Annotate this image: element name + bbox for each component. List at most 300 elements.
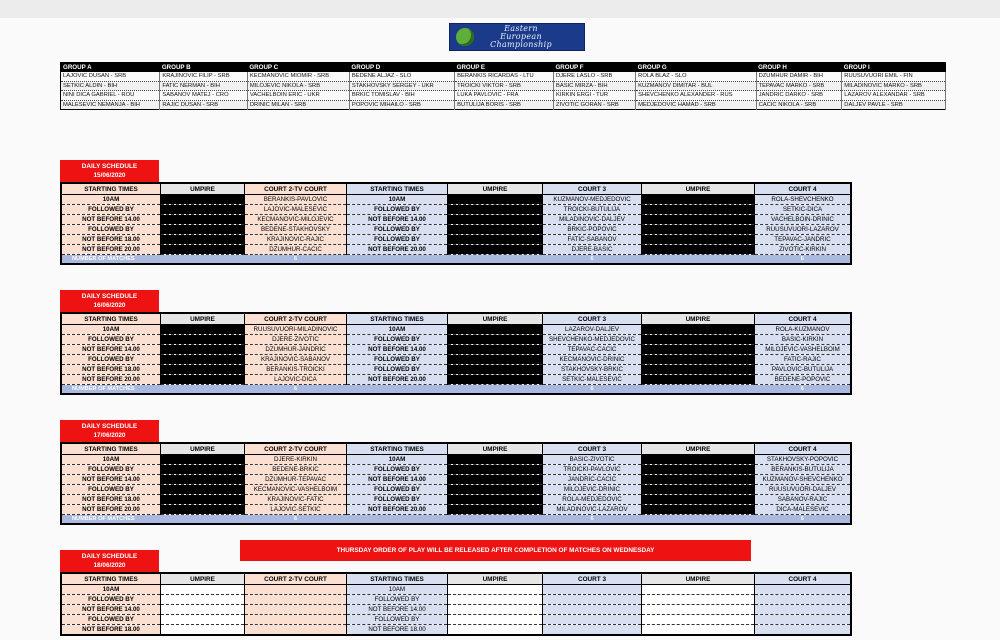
court2-match-cell: BERANKIS-TROICKI	[245, 365, 347, 375]
umpire-cell	[161, 375, 245, 385]
start-time-cell: 10AM	[347, 455, 448, 465]
player-cell: KUZMANOV DIMITAR - BUL	[636, 81, 756, 91]
start-time-cell: 10AM	[61, 585, 161, 595]
tennis-ball-icon	[456, 28, 474, 46]
player-cell: MILOJEVIC NIKOLA - SRB	[247, 81, 349, 91]
court4-match-cell: ZIVOTIC-KIRKIN	[755, 245, 852, 255]
start-time-cell: NOT BEFORE 18.00	[347, 625, 448, 636]
player-cell: LAJOVIC DUSAN - SRB	[61, 72, 160, 81]
schedule-row	[61, 485, 851, 495]
court3-match-cell	[543, 605, 642, 615]
court4-match-cell: DICA-MALESEVIC	[755, 505, 852, 515]
start-time-cell: NOT BEFORE 14.00	[347, 215, 448, 225]
start-time-cell: FOLLOWED BY	[347, 465, 448, 475]
umpire-cell	[161, 605, 245, 615]
schedule-column-header: UMPIRE	[448, 313, 543, 325]
umpire-cell	[448, 225, 543, 235]
daily-schedule-date: 16/06/2020	[93, 302, 126, 309]
start-time-cell: NOT BEFORE 20.00	[61, 245, 161, 255]
start-time-cell: FOLLOWED BY	[347, 495, 448, 505]
player-cell: SETKIC ALDIN - BIH	[61, 81, 160, 91]
schedule-row	[61, 625, 851, 636]
schedule-column-header: COURT 3	[543, 183, 642, 195]
umpire-cell	[642, 465, 755, 475]
court4-match-cell	[755, 625, 852, 636]
player-cell: DRINIC MILAN - SRB	[247, 100, 349, 110]
umpire-cell	[642, 345, 755, 355]
schedule-header-row	[61, 313, 851, 325]
schedule-row	[61, 225, 851, 235]
schedule-column-header: STARTING TIMES	[61, 183, 161, 195]
start-time-cell: FOLLOWED BY	[347, 205, 448, 215]
umpire-cell	[448, 625, 543, 636]
umpire-cell	[448, 365, 543, 375]
daily-schedule-table	[60, 442, 852, 525]
start-time-cell: FOLLOWED BY	[347, 485, 448, 495]
schedule-column-header: UMPIRE	[448, 573, 543, 585]
court2-match-cell: KRAJINOVIC-FATIC	[245, 495, 347, 505]
number-of-matches-value: 6	[245, 385, 347, 395]
spacer	[347, 385, 543, 395]
daily-schedule-date: 17/06/2020	[93, 432, 126, 439]
daily-schedule-table	[60, 182, 852, 265]
group-row	[61, 72, 946, 81]
umpire-cell	[161, 215, 245, 225]
court2-match-cell	[245, 615, 347, 625]
player-cell: TEPAVAC MARKO - SRB	[756, 81, 842, 91]
court3-match-cell: SETKIC-MALESEVIC	[543, 375, 642, 385]
schedule-column-header: COURT 4	[755, 183, 852, 195]
court2-match-cell: DZUMHUR-CACIC	[245, 245, 347, 255]
schedule-header-row	[61, 183, 851, 195]
schedule-column-header: UMPIRE	[642, 573, 755, 585]
start-time-cell: NOT BEFORE 18.00	[61, 365, 161, 375]
start-time-cell: FOLLOWED BY	[61, 465, 161, 475]
daily-schedule-date: 18/06/2020	[93, 562, 126, 569]
schedule-column-header: STARTING TIMES	[347, 313, 448, 325]
court2-match-cell	[245, 605, 347, 615]
court3-match-cell: TEPAVAC-CACIC	[543, 345, 642, 355]
number-of-matches-value: 6	[755, 515, 852, 525]
start-time-cell: FOLLOWED BY	[347, 225, 448, 235]
umpire-cell	[161, 495, 245, 505]
court4-match-cell: SABANOV-RAJIC	[755, 495, 852, 505]
player-cell: STAKHOVSKY SERGEY - UKR	[349, 81, 454, 91]
umpire-cell	[161, 335, 245, 345]
number-of-matches-value: 6	[755, 385, 852, 395]
player-cell: BEDENE ALJAZ - SLO	[349, 72, 454, 81]
start-time-cell: NOT BEFORE 18.00	[61, 495, 161, 505]
number-of-matches-value: 6	[245, 255, 347, 265]
umpire-cell	[642, 455, 755, 465]
umpire-cell	[642, 475, 755, 485]
championship-logo	[449, 23, 585, 51]
umpire-cell	[642, 365, 755, 375]
daily-schedule-date: 15/06/2020	[93, 172, 126, 179]
group-header: GROUP I	[842, 63, 946, 73]
court4-match-cell: FATIC-RAJIC	[755, 355, 852, 365]
court2-match-cell: DZUMHUR-TEPAVAC	[245, 475, 347, 485]
umpire-cell	[161, 245, 245, 255]
player-cell: POPOVIC MIHAILO - SRB	[349, 100, 454, 110]
schedule-column-header: UMPIRE	[642, 313, 755, 325]
schedule-column-header: UMPIRE	[161, 573, 245, 585]
player-cell: RUUSUVUORI EMIL - FIN	[842, 72, 946, 81]
court4-match-cell	[755, 605, 852, 615]
schedule-column-header: UMPIRE	[448, 443, 543, 455]
court3-match-cell: ROLA-MEDJEDOVIC	[543, 495, 642, 505]
start-time-cell: NOT BEFORE 14.00	[347, 345, 448, 355]
schedule-column-header: STARTING TIMES	[347, 443, 448, 455]
number-of-matches-value: 6	[543, 255, 642, 265]
schedule-header-row	[61, 443, 851, 455]
schedule-column-header: STARTING TIMES	[347, 573, 448, 585]
player-cell: SHEVCHENKO ALEXANDER - RUS	[636, 91, 756, 101]
schedule-row	[61, 335, 851, 345]
umpire-cell	[161, 345, 245, 355]
umpire-cell	[642, 225, 755, 235]
player-cell: BUTULIJA BORIS - SRB	[455, 100, 554, 110]
umpire-cell	[642, 625, 755, 636]
court2-match-cell: DJERE-ZIVOTIC	[245, 335, 347, 345]
player-cell: JANDRIC DARKO - SRB	[756, 91, 842, 101]
start-time-cell: FOLLOWED BY	[61, 205, 161, 215]
schedule-row	[61, 375, 851, 385]
daily-schedule-badge	[60, 290, 159, 312]
spacer	[347, 255, 543, 265]
umpire-cell	[642, 585, 755, 595]
group-header: GROUP F	[553, 63, 635, 73]
umpire-cell	[642, 485, 755, 495]
start-time-cell: 10AM	[347, 195, 448, 205]
spacer	[642, 515, 755, 525]
spacer	[642, 385, 755, 395]
player-cell: MEDJEDOVIC HAMAD - SRB	[636, 100, 756, 110]
umpire-cell	[448, 375, 543, 385]
daily-schedule-badge	[60, 160, 159, 182]
number-of-matches-value: 6	[543, 515, 642, 525]
court3-match-cell: MILADINOVIC-DALJEV	[543, 215, 642, 225]
player-cell: NINI DICA GABRIEL - ROU	[61, 91, 160, 101]
court2-match-cell: KRAJINOVIC-RAJIC	[245, 235, 347, 245]
umpire-cell	[161, 235, 245, 245]
start-time-cell: NOT BEFORE 20.00	[347, 245, 448, 255]
court3-match-cell	[543, 615, 642, 625]
umpire-cell	[642, 245, 755, 255]
court2-match-cell: DJERE-KIRKIN	[245, 455, 347, 465]
player-cell: DALJEV PAVLE - SRB	[842, 100, 946, 110]
group-row	[61, 91, 946, 101]
court3-match-cell: FATIC-SABANOV	[543, 235, 642, 245]
logo-text: Eastern European Championship	[490, 24, 552, 49]
schedule-row	[61, 505, 851, 515]
player-cell: SABANOV MATEJ - CRO	[160, 91, 248, 101]
group-header: GROUP C	[247, 63, 349, 73]
start-time-cell: FOLLOWED BY	[61, 485, 161, 495]
court4-match-cell: TEPAVAC-JANDRIC	[755, 235, 852, 245]
umpire-cell	[448, 465, 543, 475]
start-time-cell: 10AM	[61, 325, 161, 335]
start-time-cell: NOT BEFORE 14.00	[61, 215, 161, 225]
umpire-cell	[161, 195, 245, 205]
group-header: GROUP E	[455, 63, 554, 73]
start-time-cell: FOLLOWED BY	[61, 595, 161, 605]
group-row	[61, 100, 946, 110]
player-cell: KIRKIN ERGI - TUR	[553, 91, 635, 101]
start-time-cell: FOLLOWED BY	[347, 235, 448, 245]
schedule-column-header: COURT 4	[755, 443, 852, 455]
umpire-cell	[642, 375, 755, 385]
start-time-cell: NOT BEFORE 14.00	[347, 605, 448, 615]
start-time-cell: FOLLOWED BY	[347, 595, 448, 605]
thursday-notice: THURSDAY ORDER OF PLAY WILL BE RELEASED AFTER COMPLETION OF MATCHES ON WEDNESDAY	[240, 540, 751, 561]
umpire-cell	[448, 455, 543, 465]
start-time-cell: NOT BEFORE 20.00	[61, 505, 161, 515]
player-cell: ROLA BLAZ - SLO	[636, 72, 756, 81]
player-cell: LUKA PAVLOVIC - FRA	[455, 91, 554, 101]
number-of-matches-row	[61, 385, 851, 395]
start-time-cell: NOT BEFORE 20.00	[61, 375, 161, 385]
court3-match-cell: STAKHOVSKY-BRKIC	[543, 365, 642, 375]
groups-table	[60, 62, 946, 110]
umpire-cell	[448, 335, 543, 345]
court4-match-cell	[755, 615, 852, 625]
start-time-cell: FOLLOWED BY	[347, 335, 448, 345]
player-cell: TROICKI VIKTOR - SRB	[455, 81, 554, 91]
court2-match-cell: BEDENE-STAKHOVSKY	[245, 225, 347, 235]
start-time-cell: FOLLOWED BY	[347, 355, 448, 365]
umpire-cell	[448, 485, 543, 495]
umpire-cell	[448, 245, 543, 255]
start-time-cell: FOLLOWED BY	[61, 355, 161, 365]
schedule-column-header: COURT 3	[543, 443, 642, 455]
umpire-cell	[642, 615, 755, 625]
court3-match-cell: KUZMANOV-MEDJEDOVIC	[543, 195, 642, 205]
daily-schedule-table	[60, 312, 852, 395]
court3-match-cell: TROICKI-PAVLOVIC	[543, 465, 642, 475]
schedule-row	[61, 605, 851, 615]
number-of-matches-label: NUMBER OF MATCHES	[61, 255, 245, 265]
schedule-row	[61, 495, 851, 505]
umpire-cell	[161, 475, 245, 485]
start-time-cell: NOT BEFORE 20.00	[347, 505, 448, 515]
court4-match-cell: MILOJEVIC-VASHELBOIM	[755, 345, 852, 355]
daily-schedule-label: DAILY SCHEDULE	[81, 553, 138, 560]
umpire-cell	[448, 595, 543, 605]
umpire-cell	[448, 345, 543, 355]
court3-match-cell	[543, 585, 642, 595]
umpire-cell	[642, 235, 755, 245]
court2-match-cell: LAJOVIC-MALESEVIC	[245, 205, 347, 215]
schedule-header-row	[61, 573, 851, 585]
player-cell: LAZAROV ALEXANDAR - SRB	[842, 91, 946, 101]
umpire-cell	[161, 225, 245, 235]
start-time-cell: NOT BEFORE 18.00	[61, 235, 161, 245]
umpire-cell	[161, 455, 245, 465]
schedule-column-header: STARTING TIMES	[61, 313, 161, 325]
spacer	[642, 255, 755, 265]
number-of-matches-value: 6	[755, 255, 852, 265]
player-cell: BERANKIS RICARDAS - LTU	[455, 72, 554, 81]
player-cell: DJERE LASLO - SRB	[553, 72, 635, 81]
schedule-column-header: STARTING TIMES	[61, 443, 161, 455]
umpire-cell	[448, 495, 543, 505]
start-time-cell: FOLLOWED BY	[61, 335, 161, 345]
court3-match-cell: BASIC-ZIVOTIC	[543, 455, 642, 465]
umpire-cell	[161, 205, 245, 215]
umpire-cell	[448, 475, 543, 485]
number-of-matches-label: NUMBER OF MATCHES	[61, 515, 245, 525]
umpire-cell	[161, 365, 245, 375]
schedule-row	[61, 355, 851, 365]
group-header: GROUP A	[61, 63, 160, 73]
umpire-cell	[161, 585, 245, 595]
schedule-column-header: UMPIRE	[161, 183, 245, 195]
start-time-cell: NOT BEFORE 14.00	[61, 345, 161, 355]
start-time-cell: 10AM	[61, 455, 161, 465]
daily-schedule-badge	[60, 550, 159, 572]
court2-match-cell: BEDENE-BRKIC	[245, 465, 347, 475]
schedule-column-header: UMPIRE	[642, 443, 755, 455]
court3-match-cell	[543, 595, 642, 605]
start-time-cell: FOLLOWED BY	[61, 615, 161, 625]
court2-match-cell: LAJOVIC-DICA	[245, 375, 347, 385]
schedule-row	[61, 465, 851, 475]
start-time-cell: 10AM	[347, 325, 448, 335]
umpire-cell	[448, 605, 543, 615]
player-cell: CACIC NIKOLA - SRB	[756, 100, 842, 110]
start-time-cell: NOT BEFORE 14.00	[61, 475, 161, 485]
schedule-row	[61, 325, 851, 335]
daily-schedule-label: DAILY SCHEDULE	[81, 163, 138, 170]
thursday-schedule-table	[60, 572, 852, 636]
player-cell: KECMANOVIC MIOMIR - SRB	[247, 72, 349, 81]
umpire-cell	[448, 235, 543, 245]
umpire-cell	[642, 495, 755, 505]
start-time-cell: NOT BEFORE 18.00	[61, 625, 161, 636]
court3-match-cell: KECMANOVIC-DRINIC	[543, 355, 642, 365]
player-cell: BRKIC TOMISLAV - BIH	[349, 91, 454, 101]
spacer	[347, 515, 543, 525]
schedule-column-header: COURT 3	[543, 573, 642, 585]
umpire-cell	[642, 205, 755, 215]
start-time-cell: FOLLOWED BY	[61, 225, 161, 235]
player-cell: MALESEVIC NEMANJA - BIH	[61, 100, 160, 110]
daily-schedule-label: DAILY SCHEDULE	[81, 423, 138, 430]
schedule-column-header: COURT 2-TV COURT	[245, 313, 347, 325]
start-time-cell: FOLLOWED BY	[347, 615, 448, 625]
schedule-row	[61, 345, 851, 355]
schedule-row	[61, 215, 851, 225]
court2-match-cell: KECMANOVIC-VASHELBOIM	[245, 485, 347, 495]
court3-match-cell: DJERE-BASIC	[543, 245, 642, 255]
umpire-cell	[448, 195, 543, 205]
schedule-column-header: COURT 4	[755, 313, 852, 325]
court2-match-cell: KRAJINOVIC-SABANOV	[245, 355, 347, 365]
court3-match-cell: MILOJEVIC-DRINIC	[543, 485, 642, 495]
court4-match-cell: KUZMANOV-SHEVCHENKO	[755, 475, 852, 485]
umpire-cell	[448, 205, 543, 215]
schedule-row	[61, 195, 851, 205]
number-of-matches-value: 6	[245, 515, 347, 525]
group-header: GROUP H	[756, 63, 842, 73]
court2-match-cell: LAJOVIC-SETKIC	[245, 505, 347, 515]
player-cell: VACHELBOIN ERIC - UKR	[247, 91, 349, 101]
group-header: GROUP B	[160, 63, 248, 73]
viewer-top-bar	[0, 0, 1000, 18]
umpire-cell	[448, 215, 543, 225]
schedule-row	[61, 595, 851, 605]
umpire-cell	[642, 335, 755, 345]
umpire-cell	[448, 615, 543, 625]
court4-match-cell: PAVLOVIC-BUTULIJA	[755, 365, 852, 375]
schedule-column-header: COURT 2-TV COURT	[245, 183, 347, 195]
court4-match-cell: BEDENE-POPOVIC	[755, 375, 852, 385]
court4-match-cell	[755, 595, 852, 605]
court2-match-cell: RUUSUVUORI-MILADINOVIC	[245, 325, 347, 335]
court4-match-cell: RUUSUVUORI-LAZAROV	[755, 225, 852, 235]
start-time-cell: 10AM	[347, 585, 448, 595]
court3-match-cell: MILADINOVIC-LAZAROV	[543, 505, 642, 515]
umpire-cell	[642, 595, 755, 605]
court4-match-cell: RUUSUVUORI-DALJEV	[755, 485, 852, 495]
court3-match-cell: SHEVCHENKO-MEDJEDOVIC	[543, 335, 642, 345]
start-time-cell: NOT BEFORE 14.00	[347, 475, 448, 485]
daily-schedule-badge	[60, 420, 159, 442]
number-of-matches-row	[61, 255, 851, 265]
schedule-row	[61, 235, 851, 245]
umpire-cell	[161, 355, 245, 365]
player-cell: BASIC MIRZA - BIH	[553, 81, 635, 91]
schedule-column-header: COURT 2-TV COURT	[245, 443, 347, 455]
umpire-cell	[161, 595, 245, 605]
umpire-cell	[642, 505, 755, 515]
court2-match-cell	[245, 595, 347, 605]
schedule-column-header: COURT 3	[543, 313, 642, 325]
schedule-column-header: COURT 4	[755, 573, 852, 585]
schedule-row	[61, 475, 851, 485]
court4-match-cell: ROLA-SHEVCHENKO	[755, 195, 852, 205]
umpire-cell	[161, 625, 245, 636]
umpire-cell	[642, 605, 755, 615]
schedule-column-header: STARTING TIMES	[347, 183, 448, 195]
court3-match-cell: LAZAROV-DALJEV	[543, 325, 642, 335]
schedule-column-header: UMPIRE	[642, 183, 755, 195]
umpire-cell	[161, 325, 245, 335]
umpire-cell	[161, 485, 245, 495]
court2-match-cell	[245, 585, 347, 595]
court4-match-cell	[755, 585, 852, 595]
court3-match-cell	[543, 625, 642, 636]
schedule-row	[61, 245, 851, 255]
player-cell: KRAJINOVIC FILIP - SRB	[160, 72, 248, 81]
court3-match-cell: BRKIC-POPOVIC	[543, 225, 642, 235]
umpire-cell	[161, 465, 245, 475]
umpire-cell	[642, 215, 755, 225]
umpire-cell	[161, 615, 245, 625]
player-cell: RAJIC DUSAN - SRB	[160, 100, 248, 110]
umpire-cell	[448, 505, 543, 515]
daily-schedule-label: DAILY SCHEDULE	[81, 293, 138, 300]
court4-match-cell: ROLA-KUZMANOV	[755, 325, 852, 335]
group-row	[61, 81, 946, 91]
umpire-cell	[642, 355, 755, 365]
player-cell: FATIC NERMAN - BIH	[160, 81, 248, 91]
start-time-cell: NOT BEFORE 20.00	[347, 375, 448, 385]
umpire-cell	[161, 505, 245, 515]
schedule-row	[61, 615, 851, 625]
player-cell: DZUMHUR DAMIR - BIH	[756, 72, 842, 81]
